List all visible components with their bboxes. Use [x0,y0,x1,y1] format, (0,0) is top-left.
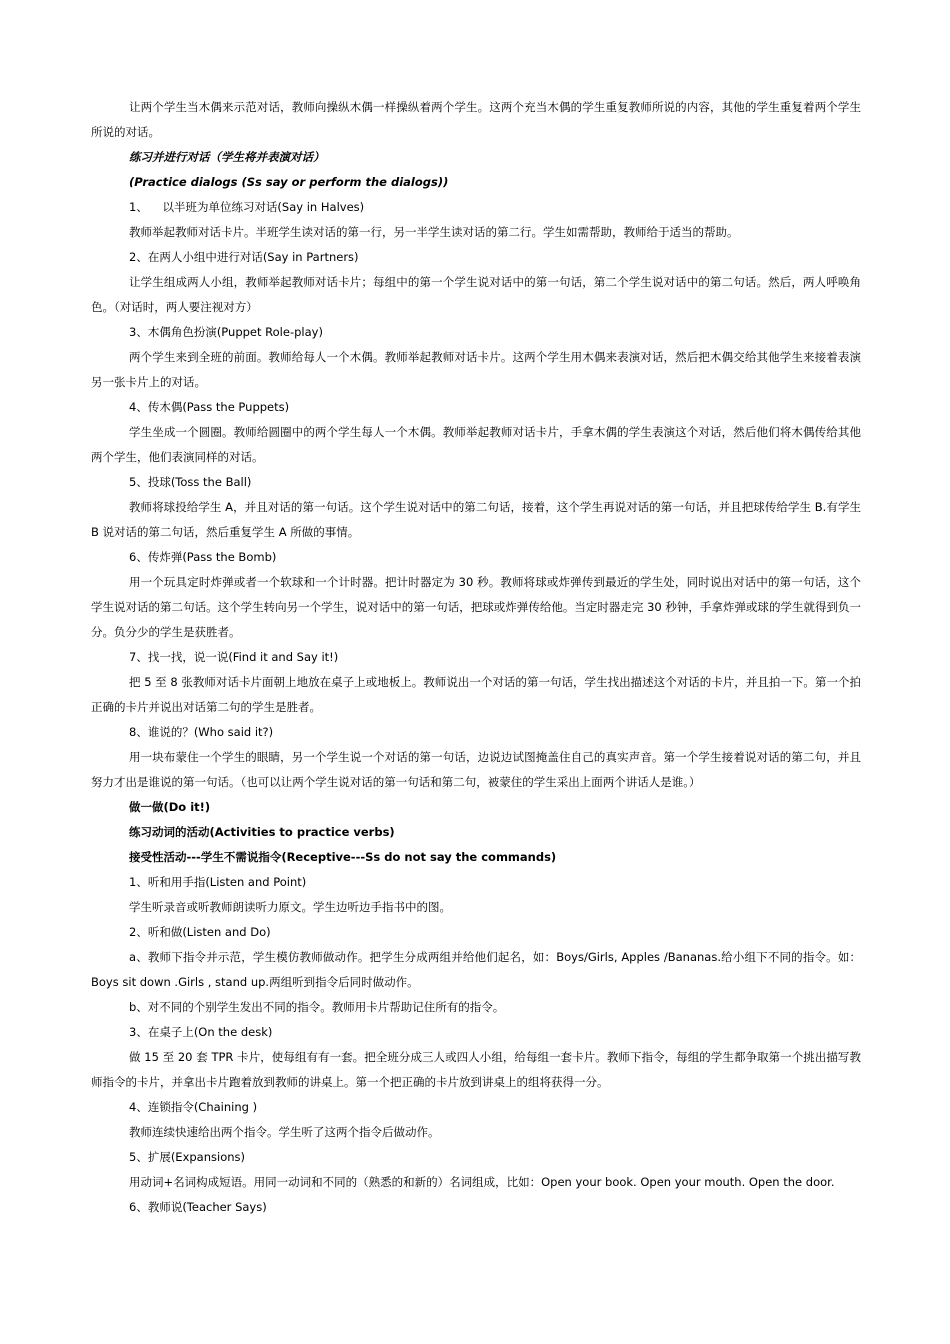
paragraph-listen-and-do-a: a、教师下指令并示范，学生模仿教师做动作。把学生分成两组并给他们起名，如：Boys/Girls, Apples /Bananas.给小组下不同的指令。如：Boys sit down .Girls , stand up.两组听到指令后同时做动作。 [91,950,861,989]
paragraph-say-in-partners: 让学生组成两人小组，教师举起教师对话卡片；每组中的第一个学生说对话中的第一句话，第二个学生说对话中的第二句话。然后，两人呼唤角色。（对话时，两人要注视对方） [91,275,861,314]
paragraph-toss-the-ball: 教师将球投给学生 A，并且对话的第一句话。这个学生说对话中的第二句话，接着，这个学生再说对话的第一句话，并且把球传给学生 B.有学生 B 说对话的第二句话，然后重复学生 A 所做的事情。 [91,500,861,539]
item-on-the-desk: 3、在桌子上(On the desk) [129,1025,273,1039]
item-who-said-it: 8、谁说的？(Who said it?) [129,725,274,739]
item-pass-the-puppets: 4、传木偶(Pass the Puppets) [129,400,290,414]
item-find-it-and-say-it: 7、找一找，说一说(Find it and Say it!) [129,650,339,664]
item-say-in-halves: 1、 以半班为单位练习对话(Say in Halves) [129,200,365,214]
paragraph-find-it-and-say-it: 把 5 至 8 张教师对话卡片面朝上地放在桌子上或地板上。教师说出一个对话的第一句话，学生找出描述这个对话的卡片，并且拍一下。第一个拍正确的卡片并说出对话第二句的学生是胜者。 [91,675,861,714]
paragraph-puppet-demo: 让两个学生当木偶来示范对话，教师向操纵木偶一样操纵着两个学生。这两个充当木偶的学生重复教师所说的内容，其他的学生重复着两个学生所说的对话。 [91,100,861,139]
item-toss-the-ball: 5、投球(Toss the Ball) [129,475,252,489]
document-body [91,95,861,1220]
paragraph-puppet-role-play: 两个学生来到全班的前面。教师给每人一个木偶。教师举起教师对话卡片。这两个学生用木偶来表演对话，然后把木偶交给其他学生来接着表演另一张卡片上的对话。 [91,350,861,389]
item-chaining: 4、连锁指令(Chaining ) [129,1100,258,1114]
item-expansions: 5、扩展(Expansions) [129,1150,245,1164]
item-say-in-partners: 2、在两人小组中进行对话(Say in Partners) [129,250,359,264]
paragraph-pass-the-bomb: 用一个玩具定时炸弹或者一个软球和一个计时器。把计时器定为 30 秒。教师将球或炸弹传到最近的学生处，同时说出对话中的第一句话，这个学生说对话的第二句话。这个学生转向另一个学生，说对话中的第一句话，把球或炸弹传给他。当定时器走完 30 秒钟，手拿炸弹或球的学生就得到负一分。负分少的学生是获胜者。 [91,575,861,639]
heading-receptive-activities: 接受性活动---学生不需说指令(Receptive---Ss do not say the commands) [129,850,557,864]
paragraph-say-in-halves: 教师举起教师对话卡片。半班学生读对话的第一行，另一半学生读对话的第二行。学生如需帮助，教师给于适当的帮助。 [129,225,739,239]
paragraph-expansions: 用动词+名词构成短语。用同一动词和不同的（熟悉的和新的）名词组成，比如：Open your book. Open your mouth. Open the door. [129,1175,835,1189]
paragraph-on-the-desk: 做 15 至 20 套 TPR 卡片，使每组有有一套。把全班分成三人或四人小组，给每组一套卡片。教师下指令，每组的学生都争取第一个挑出描写教师指令的卡片，并拿出卡片跑着放到教师的讲桌上。第一个把正确的卡片放到讲桌上的组将获得一分。 [91,1050,861,1089]
paragraph-who-said-it: 用一块布蒙住一个学生的眼睛，另一个学生说一个对话的第一句话，边说边试图掩盖住自己的真实声音。第一个学生接着说对话的第二句，并且努力才出是谁说的第一句话。（也可以让两个学生说对话的第一句话和第二句，被蒙住的学生采出上面两个讲话人是谁。） [91,750,861,789]
heading-practice-dialogs-cn: 练习并进行对话（学生将并表演对话） [129,150,325,164]
paragraph-listen-and-point: 学生听录音或听教师朗读听力原文。学生边听边手指书中的图。 [129,900,451,914]
heading-practice-verbs: 练习动词的活动(Activities to practice verbs) [129,825,395,839]
item-pass-the-bomb: 6、传炸弹(Pass the Bomb) [129,550,277,564]
item-listen-and-point: 1、听和用手指(Listen and Point) [129,875,307,889]
heading-practice-dialogs-en: (Practice dialogs (Ss say or perform the dialogs)) [129,175,449,189]
heading-do-it: 做一做(Do it!) [129,800,211,814]
paragraph-listen-and-do-b: b、对不同的个别学生发出不同的指令。教师用卡片帮助记住所有的指令。 [129,1000,505,1014]
paragraph-pass-the-puppets: 学生坐成一个圆圈。教师给圆圈中的两个学生每人一个木偶。教师举起教师对话卡片，手拿木偶的学生表演这个对话，然后他们将木偶传给其他两个学生，他们表演同样的对话。 [91,425,861,464]
item-puppet-role-play: 3、木偶角色扮演(Puppet Role-play) [129,325,323,339]
item-listen-and-do: 2、听和做(Listen and Do) [129,925,271,939]
paragraph-chaining: 教师连续快速给出两个指令。学生听了这两个指令后做动作。 [129,1125,440,1139]
item-teacher-says: 6、教师说(Teacher Says) [129,1200,267,1214]
